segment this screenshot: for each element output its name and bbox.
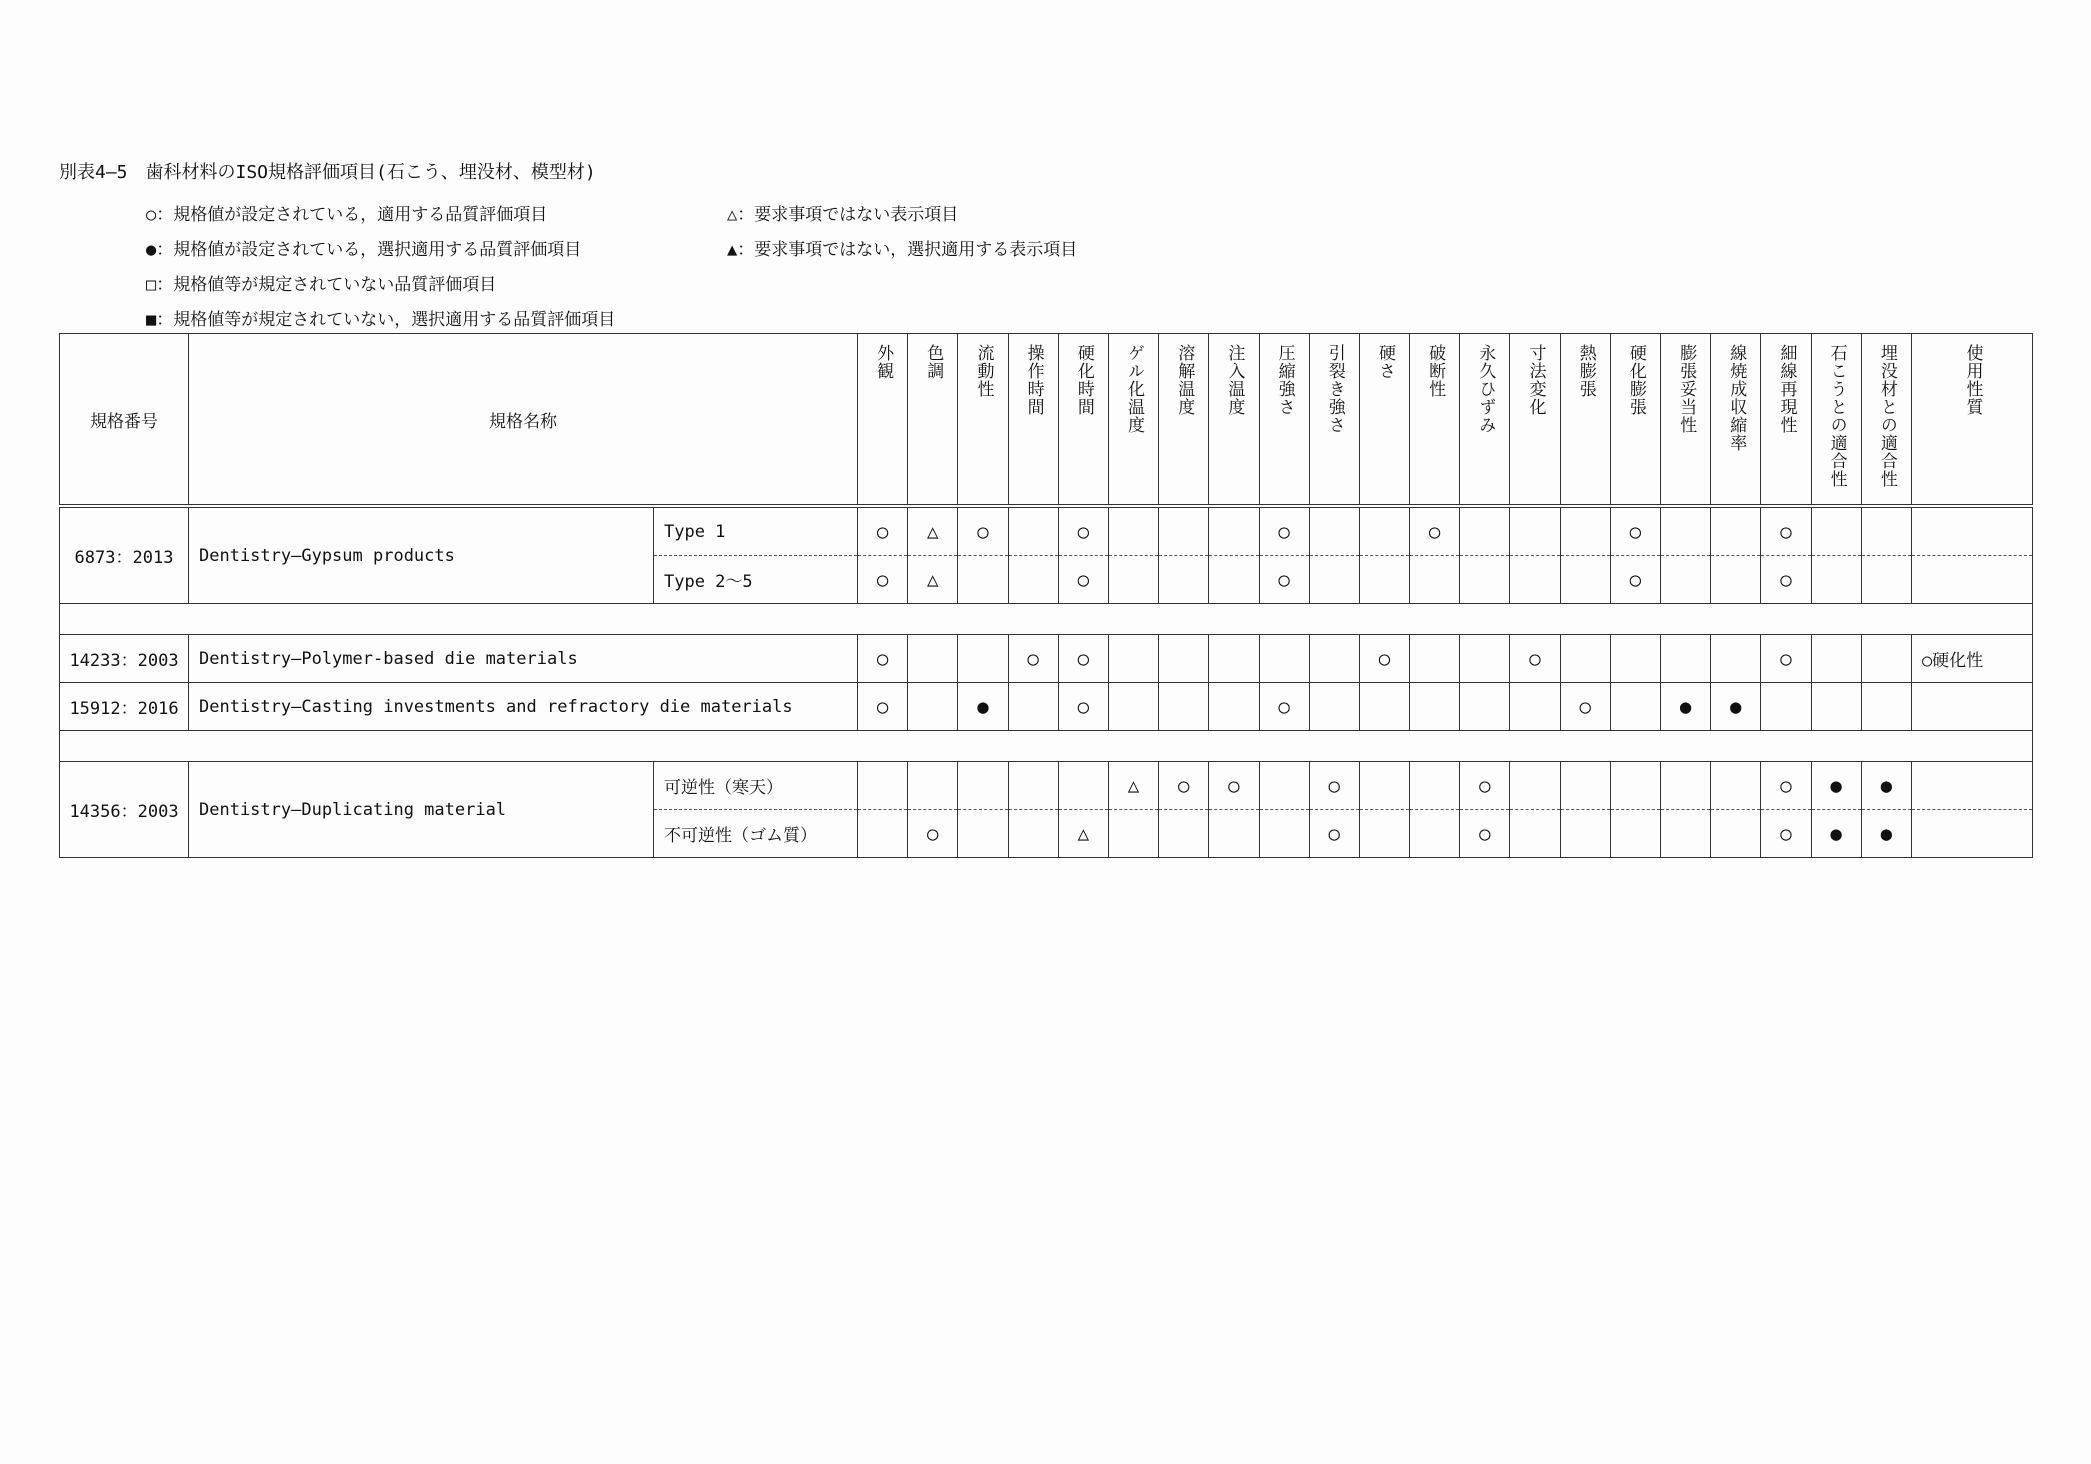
mark-cell — [1560, 506, 1610, 556]
spacer-cell — [60, 604, 2033, 635]
mark-cell — [1661, 506, 1711, 556]
mark-cell — [1259, 810, 1309, 858]
header-column-label: 硬化膨張 — [1625, 344, 1646, 416]
table-row — [60, 635, 2033, 683]
mark-cell: ● — [1861, 762, 1911, 810]
mark-cell: ○ — [1209, 762, 1259, 810]
mark-cell: ○ — [958, 506, 1008, 556]
legend-filled-triangle: ▲：要求事項ではない，選択適用する表示項目 — [727, 240, 1078, 260]
header-column — [1259, 334, 1309, 507]
header-column-label: 外観 — [873, 344, 894, 380]
mark-cell: ● — [1661, 683, 1711, 731]
mark-cell — [1811, 683, 1861, 731]
header-column-label: 熱膨張 — [1575, 344, 1596, 398]
mark-cell — [1359, 683, 1409, 731]
mark-cell: ○ — [1761, 635, 1811, 683]
spacer-cell — [60, 731, 2033, 762]
mark-cell — [1108, 635, 1158, 683]
mark-cell — [1108, 683, 1158, 731]
header-column-label: 注入温度 — [1224, 344, 1245, 416]
mark-cell: ● — [958, 683, 1008, 731]
header-column-label: 破断性 — [1425, 344, 1446, 398]
legend-open-square: □：規格値等が規定されていない品質評価項目 — [146, 275, 497, 295]
header-column — [1108, 334, 1158, 507]
mark-cell — [1811, 556, 1861, 604]
mark-cell — [1610, 762, 1660, 810]
mark-cell — [1259, 762, 1309, 810]
header-column — [1811, 334, 1861, 507]
header-name: 規格名称 — [189, 334, 858, 507]
mark-cell — [1159, 810, 1209, 858]
table-row — [60, 762, 2033, 810]
mark-cell — [1661, 556, 1711, 604]
standard-number: 14233：2003 — [60, 635, 189, 683]
header-column — [1008, 334, 1058, 507]
mark-cell: ● — [1811, 762, 1861, 810]
mark-cell — [1410, 762, 1460, 810]
header-usage-label: 使用性質 — [1962, 344, 1983, 416]
mark-cell — [1410, 635, 1460, 683]
mark-cell — [1008, 556, 1058, 604]
mark-cell — [1510, 762, 1560, 810]
mark-cell: ○ — [1309, 810, 1359, 858]
usage-cell — [1911, 762, 2032, 810]
mark-cell — [908, 635, 958, 683]
header-column — [958, 334, 1008, 507]
mark-cell — [1811, 635, 1861, 683]
mark-cell: ○ — [1259, 556, 1309, 604]
mark-cell — [1460, 506, 1510, 556]
standard-name: Dentistry—Polymer-based die materials — [189, 635, 858, 683]
mark-cell: ○ — [1058, 506, 1108, 556]
standard-name: Dentistry—Casting investments and refractory die materials — [189, 683, 858, 731]
sub-type: Type 1 — [654, 506, 858, 556]
header-column-label: 永久ひずみ — [1475, 344, 1496, 434]
mark-cell — [908, 683, 958, 731]
header-number: 規格番号 — [60, 334, 189, 507]
spacer-row — [60, 731, 2033, 762]
mark-cell: △ — [1108, 762, 1158, 810]
header-column — [1560, 334, 1610, 507]
header-column-label: 引裂き強さ — [1324, 344, 1345, 434]
mark-cell — [1008, 810, 1058, 858]
mark-cell — [1008, 506, 1058, 556]
header-row — [60, 334, 2033, 507]
mark-cell: ○ — [1058, 635, 1108, 683]
table-row — [60, 683, 2033, 731]
mark-cell — [1209, 810, 1259, 858]
mark-cell — [1209, 556, 1259, 604]
mark-cell — [1108, 810, 1158, 858]
header-column — [1058, 334, 1108, 507]
mark-cell: ○ — [1510, 635, 1560, 683]
mark-cell — [1159, 506, 1209, 556]
mark-cell — [1661, 810, 1711, 858]
mark-cell — [1560, 635, 1610, 683]
table-row — [60, 506, 2033, 556]
mark-cell: ○ — [1359, 635, 1409, 683]
mark-cell: ○ — [1460, 762, 1510, 810]
mark-cell: ● — [1711, 683, 1761, 731]
header-column — [1510, 334, 1560, 507]
header-column — [1761, 334, 1811, 507]
sub-type: 可逆性（寒天） — [654, 762, 858, 810]
spacer-row — [60, 604, 2033, 635]
mark-cell — [1359, 556, 1409, 604]
header-column-label: 溶解温度 — [1174, 344, 1195, 416]
mark-cell: ● — [1811, 810, 1861, 858]
mark-cell — [1460, 635, 1510, 683]
mark-cell — [1460, 556, 1510, 604]
mark-cell — [1309, 556, 1359, 604]
mark-cell: ○ — [1309, 762, 1359, 810]
header-column-label: 細線再現性 — [1776, 344, 1797, 434]
header-column — [1610, 334, 1660, 507]
mark-cell — [1209, 683, 1259, 731]
header-column-label: 寸法変化 — [1525, 344, 1546, 416]
header-column-label: 流動性 — [973, 344, 994, 398]
mark-cell — [1861, 506, 1911, 556]
legend-filled-circle: ●：規格値が設定されている，選択適用する品質評価項目 — [146, 240, 582, 260]
mark-cell: ○ — [1761, 810, 1811, 858]
mark-cell — [1711, 762, 1761, 810]
mark-cell — [1209, 506, 1259, 556]
header-column-label: 色調 — [923, 344, 944, 380]
mark-cell — [858, 762, 908, 810]
evaluation-table — [59, 333, 2033, 858]
standard-name: Dentistry—Gypsum products — [189, 506, 654, 604]
header-usage — [1911, 334, 2032, 507]
mark-cell — [1560, 556, 1610, 604]
mark-cell: ○ — [1410, 506, 1460, 556]
header-column-label: 硬さ — [1374, 344, 1395, 380]
mark-cell: ○ — [1058, 556, 1108, 604]
mark-cell — [1510, 810, 1560, 858]
header-column-label: 膨張妥当性 — [1676, 344, 1697, 434]
mark-cell — [1159, 556, 1209, 604]
mark-cell — [1861, 556, 1911, 604]
usage-cell — [1911, 556, 2032, 604]
table-title: 別表4—5 歯科材料のISO規格評価項目(石こう、埋没材、模型材) — [59, 162, 596, 183]
mark-cell — [1661, 762, 1711, 810]
standard-number: 6873：2013 — [60, 506, 189, 604]
mark-cell: ○ — [858, 635, 908, 683]
mark-cell: ○ — [1008, 635, 1058, 683]
mark-cell — [1159, 635, 1209, 683]
mark-cell — [958, 762, 1008, 810]
mark-cell — [1711, 506, 1761, 556]
header-column — [1711, 334, 1761, 507]
mark-cell: ● — [1861, 810, 1911, 858]
standard-number: 15912：2016 — [60, 683, 189, 731]
sub-type: 不可逆性（ゴム質） — [654, 810, 858, 858]
mark-cell — [1610, 635, 1660, 683]
mark-cell: ○ — [1610, 556, 1660, 604]
mark-cell — [1610, 683, 1660, 731]
header-column-label: 線焼成収縮率 — [1726, 344, 1747, 452]
usage-cell — [1911, 810, 2032, 858]
mark-cell — [1560, 762, 1610, 810]
mark-cell — [1209, 635, 1259, 683]
legend-open-circle: ○：規格値が設定されている，適用する品質評価項目 — [146, 205, 548, 225]
header-column — [858, 334, 908, 507]
mark-cell — [1058, 762, 1108, 810]
mark-cell — [958, 556, 1008, 604]
mark-cell — [1259, 635, 1309, 683]
usage-cell — [1911, 506, 2032, 556]
mark-cell: ○ — [858, 683, 908, 731]
mark-cell: △ — [1058, 810, 1108, 858]
mark-cell — [1711, 556, 1761, 604]
mark-cell — [1359, 810, 1409, 858]
mark-cell — [1761, 683, 1811, 731]
mark-cell: △ — [908, 556, 958, 604]
mark-cell — [1711, 635, 1761, 683]
mark-cell — [1309, 506, 1359, 556]
mark-cell: ○ — [1460, 810, 1510, 858]
mark-cell: ○ — [1259, 506, 1309, 556]
mark-cell — [1661, 635, 1711, 683]
header-column — [1661, 334, 1711, 507]
sub-type: Type 2～5 — [654, 556, 858, 604]
header-column — [1460, 334, 1510, 507]
header-column — [1209, 334, 1259, 507]
header-column-label: 圧縮強さ — [1274, 344, 1295, 416]
mark-cell — [1008, 762, 1058, 810]
mark-cell — [1610, 810, 1660, 858]
header-column-label: 硬化時間 — [1073, 344, 1094, 416]
mark-cell — [908, 762, 958, 810]
legend-open-triangle: △：要求事項ではない表示項目 — [727, 205, 959, 225]
mark-cell — [1108, 506, 1158, 556]
header-column — [1410, 334, 1460, 507]
mark-cell — [1811, 506, 1861, 556]
mark-cell — [1309, 635, 1359, 683]
mark-cell: ○ — [1058, 683, 1108, 731]
header-column-label: 埋没材との適合性 — [1876, 344, 1897, 488]
header-column — [908, 334, 958, 507]
mark-cell: ○ — [1560, 683, 1610, 731]
legend-filled-square: ■：規格値等が規定されていない，選択適用する品質評価項目 — [146, 310, 616, 330]
mark-cell: △ — [908, 506, 958, 556]
mark-cell — [1410, 556, 1460, 604]
mark-cell — [1159, 683, 1209, 731]
header-column — [1159, 334, 1209, 507]
mark-cell — [1108, 556, 1158, 604]
usage-cell: ○硬化性 — [1911, 635, 2032, 683]
mark-cell — [1460, 683, 1510, 731]
mark-cell — [1861, 635, 1911, 683]
mark-cell — [858, 810, 908, 858]
mark-cell — [1359, 506, 1409, 556]
mark-cell: ○ — [1159, 762, 1209, 810]
mark-cell: ○ — [908, 810, 958, 858]
standard-name: Dentistry—Duplicating material — [189, 762, 654, 858]
header-column-label: 石こうとの適合性 — [1826, 344, 1847, 488]
header-column — [1359, 334, 1409, 507]
mark-cell: ○ — [1761, 762, 1811, 810]
standard-number: 14356：2003 — [60, 762, 189, 858]
mark-cell — [1711, 810, 1761, 858]
mark-cell — [1359, 762, 1409, 810]
mark-cell: ○ — [858, 556, 908, 604]
mark-cell — [1510, 683, 1560, 731]
mark-cell: ○ — [1761, 556, 1811, 604]
mark-cell — [1410, 810, 1460, 858]
usage-cell — [1911, 683, 2032, 731]
mark-cell: ○ — [1761, 506, 1811, 556]
mark-cell: ○ — [858, 506, 908, 556]
mark-cell — [1008, 683, 1058, 731]
header-column — [1861, 334, 1911, 507]
header-column — [1309, 334, 1359, 507]
mark-cell: ○ — [1610, 506, 1660, 556]
mark-cell — [1309, 683, 1359, 731]
mark-cell — [958, 635, 1008, 683]
mark-cell — [1560, 810, 1610, 858]
header-column-label: 操作時間 — [1023, 344, 1044, 416]
mark-cell — [1510, 506, 1560, 556]
mark-cell — [1861, 683, 1911, 731]
mark-cell — [958, 810, 1008, 858]
mark-cell — [1510, 556, 1560, 604]
header-column-label: ゲル化温度 — [1124, 344, 1145, 434]
mark-cell: ○ — [1259, 683, 1309, 731]
mark-cell — [1410, 683, 1460, 731]
